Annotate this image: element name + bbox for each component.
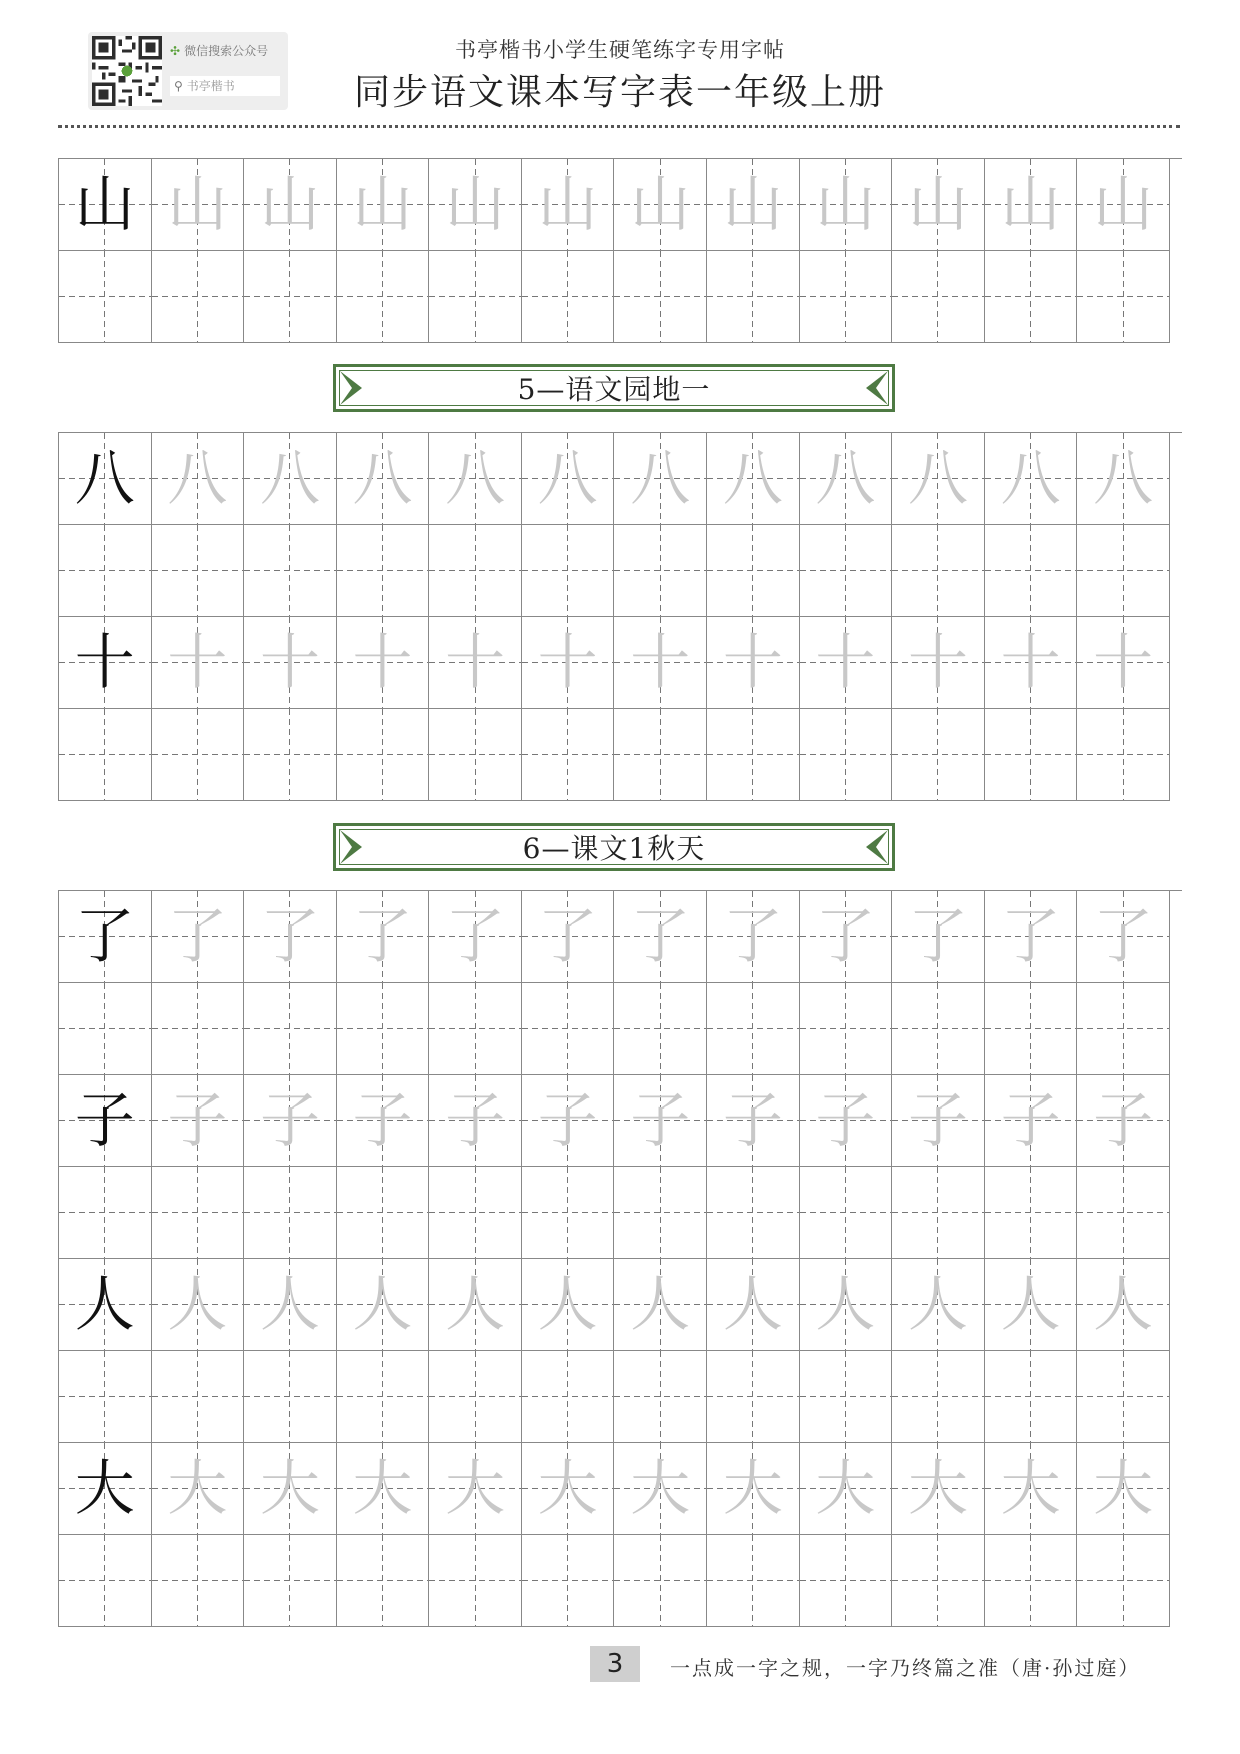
trace-char-cell[interactable] (614, 1259, 707, 1351)
trace-char: 山 (1000, 169, 1061, 240)
blank-practice-cell[interactable] (522, 1535, 615, 1627)
trace-char: 了 (907, 901, 968, 972)
blank-practice-cell[interactable] (522, 525, 615, 617)
blank-practice-cell[interactable] (707, 983, 800, 1075)
model-char: 山 (74, 169, 135, 240)
char-row (59, 1259, 1182, 1351)
trace-char-cell[interactable] (985, 1443, 1078, 1535)
blank-practice-row (59, 251, 1182, 343)
practice-grid-2 (58, 432, 1182, 801)
blank-practice-row (59, 1351, 1182, 1443)
trace-char-cell[interactable] (522, 1075, 615, 1167)
trace-char-cell[interactable] (152, 159, 245, 251)
trace-char-cell[interactable] (152, 891, 245, 983)
trace-char-cell[interactable] (429, 159, 522, 251)
trace-char: 人 (352, 1269, 413, 1340)
blank-practice-cell[interactable] (707, 709, 800, 801)
trace-char-cell[interactable] (1077, 617, 1170, 709)
blank-practice-cell[interactable] (707, 1535, 800, 1627)
trace-char: 子 (537, 1085, 598, 1156)
trace-char-cell[interactable] (614, 433, 707, 525)
trace-char-cell[interactable] (892, 617, 985, 709)
blank-practice-cell[interactable] (1077, 1351, 1170, 1443)
trace-char: 山 (167, 169, 228, 240)
trace-char-cell[interactable] (614, 1075, 707, 1167)
trace-char: 子 (167, 1085, 228, 1156)
trace-char-cell[interactable] (152, 617, 245, 709)
section-title: 6—课文1秋天 (522, 832, 706, 865)
trace-char: 山 (815, 169, 876, 240)
blank-practice-cell[interactable] (337, 983, 430, 1075)
practice-grid-3 (58, 890, 1182, 1627)
search-box (170, 76, 280, 96)
model-char: 八 (74, 443, 135, 514)
trace-char: 八 (630, 443, 691, 514)
trace-char: 山 (1093, 169, 1154, 240)
trace-char: 山 (537, 169, 598, 240)
trace-char-cell[interactable] (337, 1443, 430, 1535)
blank-practice-cell[interactable] (985, 983, 1078, 1075)
blank-practice-cell[interactable] (1077, 983, 1170, 1075)
trace-char: 大 (167, 1453, 228, 1524)
trace-char: 十 (167, 627, 228, 698)
blank-practice-cell[interactable] (1077, 1167, 1170, 1259)
trace-char: 了 (259, 901, 320, 972)
trace-char-cell[interactable] (244, 1443, 337, 1535)
trace-char-cell[interactable] (800, 159, 893, 251)
trace-char: 子 (352, 1085, 413, 1156)
trace-char: 了 (630, 901, 691, 972)
blank-practice-cell[interactable] (429, 709, 522, 801)
model-char-cell[interactable] (59, 1259, 152, 1351)
trace-char-cell[interactable] (152, 1443, 245, 1535)
blank-practice-cell[interactable] (244, 709, 337, 801)
trace-char: 大 (630, 1453, 691, 1524)
trace-char: 八 (815, 443, 876, 514)
trace-char: 八 (722, 443, 783, 514)
blank-practice-cell[interactable] (337, 1535, 430, 1627)
trace-char-cell[interactable] (800, 433, 893, 525)
blank-practice-cell[interactable] (522, 983, 615, 1075)
blank-practice-cell[interactable] (614, 1535, 707, 1627)
wechat-icon: ✣ (170, 44, 181, 58)
trace-char: 子 (1093, 1085, 1154, 1156)
trace-char-cell[interactable] (985, 159, 1078, 251)
trace-char: 十 (815, 627, 876, 698)
blank-practice-cell[interactable] (429, 525, 522, 617)
blank-practice-row (59, 1167, 1182, 1259)
trace-char-cell[interactable] (614, 891, 707, 983)
page-number: 3 (590, 1646, 640, 1682)
trace-char: 大 (259, 1453, 320, 1524)
trace-char: 了 (167, 901, 228, 972)
trace-char-cell[interactable] (800, 1075, 893, 1167)
trace-char-cell[interactable] (522, 1259, 615, 1351)
trace-char: 人 (445, 1269, 506, 1340)
trace-char: 了 (1000, 901, 1061, 972)
trace-char-cell[interactable] (244, 1075, 337, 1167)
trace-char: 大 (445, 1453, 506, 1524)
trace-char: 八 (259, 443, 320, 514)
blank-practice-cell[interactable] (59, 1351, 152, 1443)
trace-char-cell[interactable] (337, 1259, 430, 1351)
model-char: 子 (74, 1085, 135, 1156)
trace-char: 了 (445, 901, 506, 972)
blank-practice-cell[interactable] (1077, 709, 1170, 801)
blank-practice-cell[interactable] (337, 251, 430, 343)
trace-char: 大 (537, 1453, 598, 1524)
char-row (59, 891, 1182, 983)
qr-code-icon (92, 36, 162, 106)
trace-char: 八 (352, 443, 413, 514)
trace-char-cell[interactable] (244, 1259, 337, 1351)
section-banner-2 (333, 823, 895, 871)
trace-char: 大 (1000, 1453, 1061, 1524)
char-row (59, 617, 1182, 709)
blank-practice-cell[interactable] (244, 1167, 337, 1259)
trace-char: 子 (445, 1085, 506, 1156)
trace-char-cell[interactable] (429, 1443, 522, 1535)
trace-char: 八 (537, 443, 598, 514)
trace-char: 山 (722, 169, 783, 240)
blank-practice-cell[interactable] (59, 1167, 152, 1259)
blank-practice-cell[interactable] (244, 1535, 337, 1627)
trace-char-cell[interactable] (1077, 1259, 1170, 1351)
char-row (59, 1443, 1182, 1535)
trace-char-cell[interactable] (985, 433, 1078, 525)
blank-practice-cell[interactable] (244, 251, 337, 343)
blank-practice-cell[interactable] (892, 709, 985, 801)
blank-practice-cell[interactable] (985, 1535, 1078, 1627)
trace-char-cell[interactable] (800, 1259, 893, 1351)
blank-practice-cell[interactable] (244, 1351, 337, 1443)
trace-char-cell[interactable] (244, 617, 337, 709)
trace-char-cell[interactable] (892, 159, 985, 251)
trace-char-cell[interactable] (1077, 1075, 1170, 1167)
trace-char: 山 (352, 169, 413, 240)
blank-practice-cell[interactable] (800, 1167, 893, 1259)
trace-char: 子 (907, 1085, 968, 1156)
blank-practice-cell[interactable] (800, 709, 893, 801)
trace-char-cell[interactable] (522, 159, 615, 251)
trace-char-cell[interactable] (429, 1075, 522, 1167)
trace-char-cell[interactable] (429, 617, 522, 709)
blank-practice-cell[interactable] (892, 251, 985, 343)
page-subtitle: 书亭楷书小学生硬笔练字专用字帖 (455, 38, 785, 62)
trace-char: 大 (815, 1453, 876, 1524)
trace-char: 子 (630, 1085, 691, 1156)
trace-char: 人 (167, 1269, 228, 1340)
trace-char: 子 (815, 1085, 876, 1156)
blank-practice-cell[interactable] (429, 1167, 522, 1259)
trace-char: 八 (167, 443, 228, 514)
trace-char: 子 (259, 1085, 320, 1156)
blank-practice-cell[interactable] (800, 525, 893, 617)
model-char-cell[interactable] (59, 617, 152, 709)
blank-practice-cell[interactable] (614, 251, 707, 343)
blank-practice-row (59, 525, 1182, 617)
trace-char-cell[interactable] (1077, 891, 1170, 983)
model-char-cell[interactable] (59, 159, 152, 251)
trace-char: 十 (722, 627, 783, 698)
blank-practice-cell[interactable] (522, 251, 615, 343)
blank-practice-cell[interactable] (152, 1535, 245, 1627)
trace-char-cell[interactable] (614, 617, 707, 709)
trace-char: 八 (1093, 443, 1154, 514)
trace-char: 山 (259, 169, 320, 240)
trace-char: 人 (722, 1269, 783, 1340)
trace-char-cell[interactable] (429, 433, 522, 525)
model-char-cell[interactable] (59, 891, 152, 983)
blank-practice-cell[interactable] (985, 1351, 1078, 1443)
char-row (59, 159, 1182, 251)
trace-char: 人 (630, 1269, 691, 1340)
trace-char: 了 (722, 901, 783, 972)
trace-char-cell[interactable] (522, 1443, 615, 1535)
trace-char-cell[interactable] (892, 433, 985, 525)
trace-char-cell[interactable] (152, 1259, 245, 1351)
qr-caption-text: 微信搜索公众号 (184, 44, 269, 58)
trace-char-cell[interactable] (707, 891, 800, 983)
trace-char-cell[interactable] (337, 1075, 430, 1167)
blank-practice-cell[interactable] (152, 983, 245, 1075)
model-char: 十 (74, 627, 135, 698)
blank-practice-cell[interactable] (614, 709, 707, 801)
trace-char: 十 (259, 627, 320, 698)
trace-char: 十 (907, 627, 968, 698)
trace-char: 八 (907, 443, 968, 514)
blank-practice-cell[interactable] (800, 1535, 893, 1627)
blank-practice-cell[interactable] (152, 709, 245, 801)
trace-char-cell[interactable] (707, 1075, 800, 1167)
blank-practice-cell[interactable] (985, 709, 1078, 801)
blank-practice-cell[interactable] (59, 983, 152, 1075)
trace-char-cell[interactable] (522, 433, 615, 525)
footer-quote: 一点成一字之规，一字乃终篇之准（唐·孙过庭） (670, 1656, 1141, 1680)
blank-practice-cell[interactable] (1077, 1535, 1170, 1627)
trace-char: 八 (445, 443, 506, 514)
trace-char-cell[interactable] (707, 1443, 800, 1535)
blank-practice-cell[interactable] (985, 251, 1078, 343)
trace-char-cell[interactable] (244, 891, 337, 983)
trace-char-cell[interactable] (614, 1443, 707, 1535)
blank-practice-cell[interactable] (429, 1351, 522, 1443)
char-row (59, 433, 1182, 525)
trace-char: 十 (445, 627, 506, 698)
trace-char-cell[interactable] (800, 1443, 893, 1535)
blank-practice-cell[interactable] (244, 525, 337, 617)
blank-practice-cell[interactable] (152, 1167, 245, 1259)
blank-practice-cell[interactable] (429, 983, 522, 1075)
trace-char-cell[interactable] (152, 433, 245, 525)
blank-practice-cell[interactable] (892, 525, 985, 617)
blank-practice-cell[interactable] (244, 983, 337, 1075)
blank-practice-cell[interactable] (707, 1167, 800, 1259)
blank-practice-cell[interactable] (707, 251, 800, 343)
trace-char: 大 (907, 1453, 968, 1524)
header-divider (58, 125, 1180, 128)
trace-char-cell[interactable] (892, 1075, 985, 1167)
trace-char: 十 (352, 627, 413, 698)
blank-practice-cell[interactable] (1077, 251, 1170, 343)
trace-char: 大 (1093, 1453, 1154, 1524)
trace-char: 十 (1093, 627, 1154, 698)
trace-char-cell[interactable] (337, 159, 430, 251)
trace-char-cell[interactable] (522, 617, 615, 709)
blank-practice-cell[interactable] (59, 709, 152, 801)
blank-practice-cell[interactable] (337, 1351, 430, 1443)
model-char-cell[interactable] (59, 433, 152, 525)
trace-char-cell[interactable] (337, 891, 430, 983)
blank-practice-cell[interactable] (707, 1351, 800, 1443)
blank-practice-cell[interactable] (152, 251, 245, 343)
model-char: 人 (74, 1269, 135, 1340)
blank-practice-cell[interactable] (337, 525, 430, 617)
blank-practice-row (59, 1535, 1182, 1627)
blank-practice-cell[interactable] (337, 1167, 430, 1259)
blank-practice-cell[interactable] (985, 1167, 1078, 1259)
trace-char: 子 (1000, 1085, 1061, 1156)
trace-char: 八 (1000, 443, 1061, 514)
trace-char-cell[interactable] (707, 1259, 800, 1351)
trace-char: 十 (1000, 627, 1061, 698)
blank-practice-cell[interactable] (892, 1167, 985, 1259)
practice-grid-1 (58, 158, 1182, 343)
blank-practice-cell[interactable] (892, 1351, 985, 1443)
blank-practice-cell[interactable] (800, 251, 893, 343)
section-banner-1 (333, 364, 895, 412)
trace-char-cell[interactable] (1077, 433, 1170, 525)
qr-caption (170, 42, 268, 59)
trace-char: 子 (722, 1085, 783, 1156)
model-char: 大 (74, 1453, 135, 1524)
trace-char: 了 (1093, 901, 1154, 972)
char-row (59, 1075, 1182, 1167)
blank-practice-cell[interactable] (707, 525, 800, 617)
trace-char: 山 (445, 169, 506, 240)
trace-char-cell[interactable] (985, 1075, 1078, 1167)
trace-char: 山 (630, 169, 691, 240)
trace-char: 了 (537, 901, 598, 972)
trace-char: 大 (352, 1453, 413, 1524)
trace-char-cell[interactable] (429, 891, 522, 983)
blank-practice-cell[interactable] (800, 1351, 893, 1443)
blank-practice-cell[interactable] (59, 1535, 152, 1627)
blank-practice-cell[interactable] (522, 709, 615, 801)
blank-practice-cell[interactable] (152, 525, 245, 617)
trace-char: 十 (537, 627, 598, 698)
trace-char: 人 (1000, 1269, 1061, 1340)
blank-practice-cell[interactable] (892, 1535, 985, 1627)
model-char-cell[interactable] (59, 1075, 152, 1167)
trace-char-cell[interactable] (707, 433, 800, 525)
section-title: 5—语文园地一 (517, 373, 711, 406)
trace-char-cell[interactable] (1077, 159, 1170, 251)
trace-char: 人 (907, 1269, 968, 1340)
blank-practice-cell[interactable] (429, 1535, 522, 1627)
trace-char-cell[interactable] (1077, 1443, 1170, 1535)
blank-practice-cell[interactable] (614, 525, 707, 617)
trace-char-cell[interactable] (892, 891, 985, 983)
blank-practice-cell[interactable] (59, 251, 152, 343)
trace-char-cell[interactable] (800, 617, 893, 709)
blank-practice-cell[interactable] (152, 1351, 245, 1443)
trace-char-cell[interactable] (244, 159, 337, 251)
search-text: 书亭楷书 (186, 79, 235, 93)
blank-practice-cell[interactable] (522, 1167, 615, 1259)
blank-practice-cell[interactable] (59, 525, 152, 617)
blank-practice-cell[interactable] (614, 1167, 707, 1259)
trace-char: 人 (1093, 1269, 1154, 1340)
blank-practice-cell[interactable] (1077, 525, 1170, 617)
trace-char: 山 (907, 169, 968, 240)
trace-char-cell[interactable] (892, 1443, 985, 1535)
blank-practice-cell[interactable] (892, 983, 985, 1075)
blank-practice-row (59, 983, 1182, 1075)
blank-practice-row (59, 709, 1182, 801)
trace-char: 大 (722, 1453, 783, 1524)
trace-char: 人 (537, 1269, 598, 1340)
search-icon: ⚲ (174, 79, 183, 93)
blank-practice-cell[interactable] (429, 251, 522, 343)
blank-practice-cell[interactable] (614, 1351, 707, 1443)
trace-char-cell[interactable] (522, 891, 615, 983)
blank-practice-cell[interactable] (614, 983, 707, 1075)
blank-practice-cell[interactable] (522, 1351, 615, 1443)
trace-char: 人 (815, 1269, 876, 1340)
blank-practice-cell[interactable] (337, 709, 430, 801)
trace-char-cell[interactable] (707, 159, 800, 251)
trace-char-cell[interactable] (429, 1259, 522, 1351)
trace-char-cell[interactable] (244, 433, 337, 525)
trace-char: 了 (815, 901, 876, 972)
trace-char-cell[interactable] (614, 159, 707, 251)
trace-char-cell[interactable] (892, 1259, 985, 1351)
trace-char-cell[interactable] (337, 433, 430, 525)
trace-char: 人 (259, 1269, 320, 1340)
blank-practice-cell[interactable] (800, 983, 893, 1075)
trace-char-cell[interactable] (337, 617, 430, 709)
trace-char-cell[interactable] (707, 617, 800, 709)
model-char-cell[interactable] (59, 1443, 152, 1535)
model-char: 了 (74, 901, 135, 972)
trace-char: 十 (630, 627, 691, 698)
trace-char: 了 (352, 901, 413, 972)
trace-char-cell[interactable] (985, 891, 1078, 983)
blank-practice-cell[interactable] (985, 525, 1078, 617)
page-title: 同步语文课本写字表一年级上册 (353, 72, 886, 113)
trace-char-cell[interactable] (985, 617, 1078, 709)
trace-char-cell[interactable] (152, 1075, 245, 1167)
trace-char-cell[interactable] (985, 1259, 1078, 1351)
qr-card (88, 32, 288, 110)
trace-char-cell[interactable] (800, 891, 893, 983)
